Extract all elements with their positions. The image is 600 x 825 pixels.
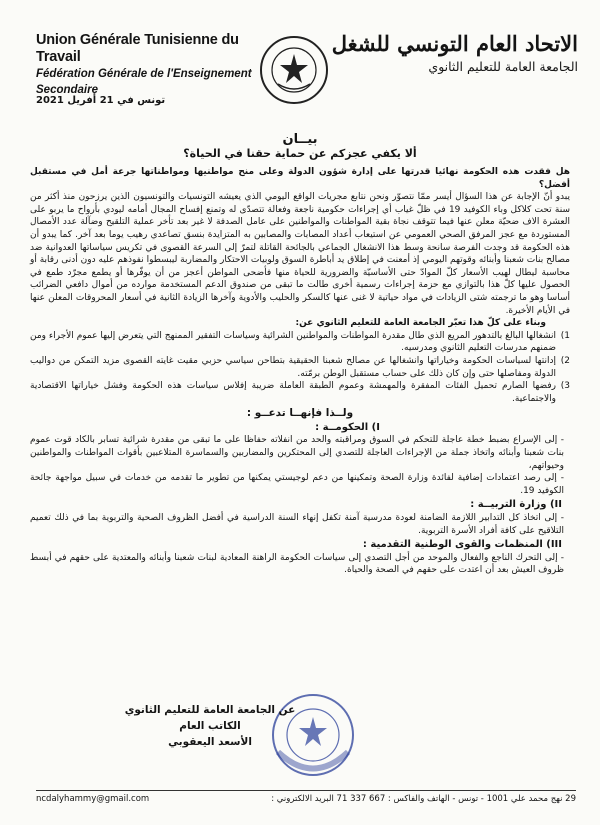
intro-paragraph: يبدو أنّ الإجابة عن هذا السؤال أيسر ممّا نتصوّر ونحن نتابع مجريات الواقع اليومي الذي يعيشه التونسيات والتونسيون الذين يرزحون منذ أكثر من سنة تحت كلاكل وباء الكوفيد 19 في ظلّ غياب أي إجراءات حكومية ناجعة وفعالة تتصدّى له وتمنع إفساح المجال أمامه ليودي بأرواح ما يربو على العشرة الاف ضحيّة معلن عنها فيما تتوقف نجاة بقية المواطنات والمواطنين على عامل الصدفة لا غير بعد تأخر عملية التلقيح وضآلة عدد الأمصال المستوردة مع عجز المرفق الصحي العمومي عن استيعاب أعداد المصابات والمصابين به المتزايدة بنسق تصاعدي رهيب يوما بعد آخر. كما يبدو أن هذه الحكومة قد وجدت الفرصة سانحة وسط هذا الانشغال الجماعي بالجائحة القاتلة لتمرّ إلى السرعة القصوى في تكريس سياساتها العدوانية ضد مصالح بنات شعبنا وأبنائه وقوتهم اليومي إذ أمعنت في إطلاق يد أباطرة السوق ولوبيات الاحتكار والمضاربة ليبسطوا نفوذهم عليه دون أدنى رقابة أو محاسبة ليطال لهيب الأسعار كلّ الموادّ حتى الأساسيّة والضرورية للحياة منها فأضحى المواطن أعجز من أن يوفّرها أو يطمع مجرّد طمع في الحصول عليها كلّ هذا بالتوازي مع حزمة إجراءات رسمية أخرى طالت ما تبقى من صندوق الدعم المستخدمة موارده من أموال دافعي الضرائب أساسا وهو ما ترجمته شتى الزيادات في مواد حياتية لا غنى عنها كالسكر والحليب والأدوية وآخرها الزيادة الثانية في أسعار المحروقات المعلن عنها في الأيام الأخيرة.	[30, 192, 570, 316]
ugtt-logo-icon	[258, 34, 330, 106]
point-item	[30, 330, 570, 355]
section-heading-education: II) وزارة التربيــة :	[470, 499, 562, 511]
point-number: 1)	[560, 330, 570, 341]
org-name-arabic: الاتحاد العام التونسي للشغل	[331, 31, 578, 56]
point-number: 3)	[560, 381, 570, 392]
point-text: رفضها الصارم تحميل الفئات المفقرة والمهمشة وعموم الطبقة العاملة ضريبة إفلاس سياسات هذه الحكومة وفشل خياراتها الاقتصادية والاجتماعية.	[30, 381, 556, 404]
point-item	[30, 355, 570, 380]
footer	[36, 790, 576, 804]
section-item: - إلى الإسراع بضبط خطة عاجلة للتحكم في السوق ومراقبته والحد من انفلاته حفاظا على ما تبقى من مقدرة شرائية تسابر بالكاد قوت عموم بنات شعبنا وأبنائه واتخاذ جملة من الإجراءات العاجلة للتصدي إلى المحتكرين والمضاربين والسماسرة المتلاعبين بأقوات المواطنات والمواطنين وحيواتهم،	[30, 435, 565, 471]
header-french	[36, 32, 286, 98]
federation-name-french: Fédération Générale de l'Enseignement Secondaire	[36, 68, 252, 96]
section-item-text: إلى الإسراع بضبط خطة عاجلة للتحكم في السوق ومراقبته والحد من انفلاته حفاظا على ما تبقى من مقدرة شرائية تسابر بالكاد قوت عموم بنات شعبنا وأبنائه واتخاذ جملة من الإجراءات العاجلة للتصدي إلى المحتكرين والمضاربين والسماسرة المتلاعبين بأقوات المواطنات والمواطنين وحيواتهم،	[30, 435, 564, 471]
point-text: انشغالها البالغ بالتدهور المريع الذي طال مقدرة المواطنات والمواطنين الشرائية وسياسات التفقير الممنهج التي يتعرض إليها عموم الأجراء ومن ضمنهم مدرسات التعليم الثانوي ومدرسيه.	[30, 330, 556, 354]
document-subtitle: ألا يكفي عجزكم عن حماية حقنا في الحياة؟	[183, 147, 417, 160]
footer-email: ncdalyhammy@gmail.com	[36, 794, 150, 804]
org-name-french: Union Générale Tunisienne du Travail	[36, 32, 239, 65]
federation-statement: وبناء على كلّ هذا تعبّر الجامعة العامة للتعليم الثانوي عن:	[295, 318, 546, 329]
section-item: - إلى رصد اعتمادات إضافية لفائدة وزارة الصحة وتمكينها من دعم لوجيستي يمكنها من تطوير ما تقدمه من خدمات في سبيل مواجهة جائحة الكوفيد 19.	[30, 473, 565, 496]
footer-address: 29 نهج محمد علي 1001 - تونس - الهاتف والفاكس : 667 337 71 البريد الالكتروني :	[271, 794, 576, 804]
document-date: تونس في 21 أفريل 2021	[36, 95, 166, 106]
intro-question: هل فقدت هذه الحكومة نهائيا قدرتها على إدارة شؤون الدولة وعلى منح مواطنيها ومواطناتها جرعة أمل في مستقبل أفضل؟	[30, 167, 570, 190]
section-heading-government: I) الحكومــة :	[315, 421, 380, 433]
section-item: - إلى اتخاذ كل التدابير اللازمة الضامنة لعودة مدرسية آمنة تكفل إنهاء السنة الدراسية في أفضل الظروف الصحية والتربوية بما في ذلك تعميم التلاقيح على كافة أفراد الأسرة التربوية.	[30, 513, 565, 536]
document-title: بيــان	[282, 132, 318, 147]
section-item-text: إلى التحرك الناجع والفعال والموحد من أجل التصدي إلى سياسات الحكومة الراهنة المعادية لبنات شعبنا وأبنائه والمعتدية على حقهم في أبسط ظروف العيش بعد أن اعتدت على حقهم في الصحة والحياة.	[30, 552, 564, 576]
document-body	[30, 166, 570, 577]
signature-role: الكاتب العام	[179, 720, 241, 732]
signature-name: الأسعد اليعقوبي	[168, 736, 252, 748]
federation-name-arabic: الجامعة العامة للتعليم الثانوي	[428, 59, 578, 74]
header-arabic	[328, 30, 578, 76]
call-heading: ولــذا فإنهــا تدعــو :	[246, 407, 354, 420]
section-item-text: إلى اتخاذ كل التدابير اللازمة الضامنة لعودة مدرسية آمنة تكفل إنهاء السنة الدراسية في أفضل الظروف الصحية والتربوية بما في ذلك تعميم التلاقيح على كافة أفراد الأسرة التربوية.	[30, 513, 564, 536]
point-item	[30, 380, 570, 405]
section-heading-organizations: III) المنظمات والقوى الوطنية التقدمية :	[362, 539, 562, 551]
section-item-text: إلى رصد اعتمادات إضافية لفائدة وزارة الصحة وتمكينها من دعم لوجيستي يمكنها من تطوير ما تقدمه من خدمات في سبيل مواجهة جائحة الكوفيد 19.	[30, 473, 564, 496]
signature-org: عن الجامعة العامة للتعليم الثانوي	[124, 704, 296, 716]
section-item: - إلى التحرك الناجع والفعال والموحد من أجل التصدي إلى سياسات الحكومة الراهنة المعادية لبنات شعبنا وأبنائه والمعتدية على حقهم في أبسط ظروف العيش بعد أن اعتدت على حقهم في الصحة والحياة.	[30, 552, 564, 576]
point-text: إدانتها لسياسات الحكومة وخياراتها وانشغالها عن مصالح شعبنا الحقيقية بتطاحن سياسي حزبي مقيت غايته القصوى مزيد التمكن من دواليب الدولة ومفاصلها حتى وإن كان ذلك على حساب مستقبل الوطن برمّته.	[30, 355, 556, 379]
point-number: 2)	[560, 355, 570, 366]
signature-block	[120, 702, 300, 750]
